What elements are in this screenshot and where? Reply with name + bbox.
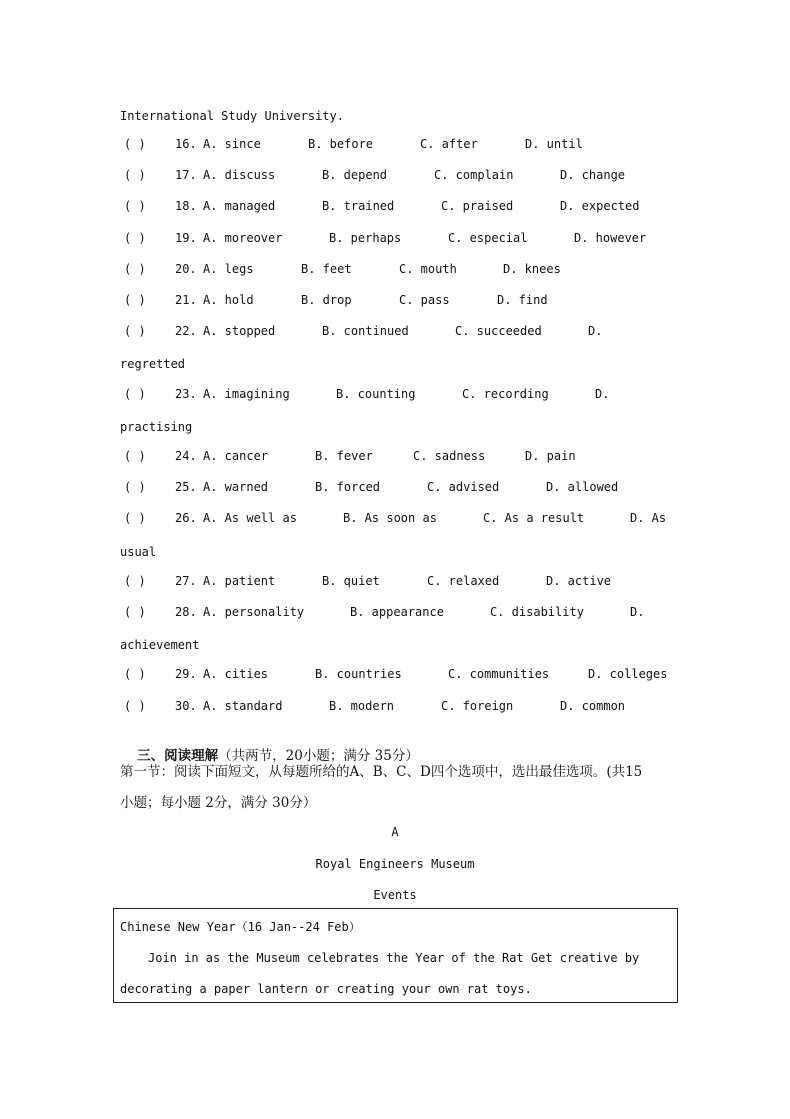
option-d: D. find xyxy=(497,293,548,307)
event-description-line2: decorating a paper lantern or creating your own rat toys. xyxy=(120,982,532,996)
option-d: D. common xyxy=(560,699,626,713)
option-c: C. disability xyxy=(490,605,584,619)
option-b: B. appearance xyxy=(350,605,444,619)
section-heading: 三、阅读理解 xyxy=(137,748,219,764)
option-a: A. personality xyxy=(203,605,305,619)
answer-blank: ( ) xyxy=(124,137,146,151)
option-d-continued: practising xyxy=(120,420,193,434)
option-c: C. pass xyxy=(399,293,450,307)
event-box xyxy=(113,908,678,1003)
passage-title: Royal Engineers Museum xyxy=(315,857,475,871)
option-d: D. As xyxy=(630,511,667,525)
option-d: D. expected xyxy=(560,199,640,213)
option-a: A. As well as xyxy=(203,511,297,525)
option-a: A. cities xyxy=(203,667,269,681)
passage-letter: A xyxy=(391,825,399,839)
answer-blank: ( ) xyxy=(124,449,146,463)
answer-blank: ( ) xyxy=(124,262,146,276)
option-d: D. colleges xyxy=(588,667,668,681)
question-number: 21. xyxy=(175,293,197,307)
question-number: 19. xyxy=(175,231,197,245)
answer-blank: ( ) xyxy=(124,511,146,525)
option-d: D. xyxy=(595,387,610,401)
option-b: B. drop xyxy=(301,293,352,307)
question-number: 23. xyxy=(175,387,197,401)
option-a: A. cancer xyxy=(203,449,269,463)
option-c: C. complain xyxy=(434,168,514,182)
option-c: C. communities xyxy=(448,667,550,681)
answer-blank: ( ) xyxy=(124,293,146,307)
question-number: 25. xyxy=(175,480,197,494)
option-a: A. managed xyxy=(203,199,276,213)
option-d: D. allowed xyxy=(546,480,619,494)
answer-blank: ( ) xyxy=(124,324,146,338)
option-b: B. fever xyxy=(315,449,373,463)
section-heading-note: （共两节，20小题；满分 35分） xyxy=(218,748,419,764)
answer-blank: ( ) xyxy=(124,231,146,245)
option-b: B. countries xyxy=(315,667,402,681)
question-number: 22. xyxy=(175,324,197,338)
option-a: A. legs xyxy=(203,262,254,276)
intro-line: International Study University. xyxy=(120,109,344,123)
option-b: B. quiet xyxy=(322,574,380,588)
answer-blank: ( ) xyxy=(124,387,146,401)
option-b: B. before xyxy=(308,137,374,151)
option-c: C. relaxed xyxy=(427,574,500,588)
option-c: C. mouth xyxy=(399,262,457,276)
option-b: B. As soon as xyxy=(343,511,437,525)
option-d: D. however xyxy=(574,231,647,245)
option-a: A. warned xyxy=(203,480,269,494)
question-number: 29. xyxy=(175,667,197,681)
option-b: B. counting xyxy=(336,387,416,401)
option-a: A. moreover xyxy=(203,231,283,245)
option-d: D. pain xyxy=(525,449,576,463)
option-c: C. foreign xyxy=(441,699,514,713)
option-a: A. hold xyxy=(203,293,254,307)
section1-instruction-cont: 小题；每小题 2分，满分 30分） xyxy=(120,795,317,811)
option-b: B. continued xyxy=(322,324,409,338)
option-c: C. praised xyxy=(441,199,514,213)
question-number: 20. xyxy=(175,262,197,276)
answer-blank: ( ) xyxy=(124,574,146,588)
option-c: C. advised xyxy=(427,480,500,494)
option-a: A. patient xyxy=(203,574,276,588)
option-a: A. stopped xyxy=(203,324,276,338)
question-number: 30. xyxy=(175,699,197,713)
option-b: B. forced xyxy=(315,480,381,494)
option-d: D. xyxy=(588,324,603,338)
option-d: D. change xyxy=(560,168,626,182)
option-d: D. xyxy=(630,605,645,619)
option-d: D. active xyxy=(546,574,612,588)
option-a: A. standard xyxy=(203,699,283,713)
option-c: C. especial xyxy=(448,231,528,245)
question-number: 24. xyxy=(175,449,197,463)
answer-blank: ( ) xyxy=(124,667,146,681)
answer-blank: ( ) xyxy=(124,480,146,494)
option-c: C. succeeded xyxy=(455,324,542,338)
option-b: B. perhaps xyxy=(329,231,402,245)
option-b: B. modern xyxy=(329,699,395,713)
option-a: A. since xyxy=(203,137,261,151)
option-d: D. knees xyxy=(503,262,561,276)
option-c: C. sadness xyxy=(413,449,486,463)
option-b: B. feet xyxy=(301,262,352,276)
question-number: 17. xyxy=(175,168,197,182)
option-d: D. until xyxy=(525,137,583,151)
passage-subtitle: Events xyxy=(373,888,417,902)
answer-blank: ( ) xyxy=(124,605,146,619)
answer-blank: ( ) xyxy=(124,168,146,182)
option-d-continued: usual xyxy=(120,545,157,559)
option-a: A. discuss xyxy=(203,168,276,182)
option-c: C. As a result xyxy=(483,511,585,525)
answer-blank: ( ) xyxy=(124,199,146,213)
option-a: A. imagining xyxy=(203,387,290,401)
option-b: B. trained xyxy=(322,199,395,213)
option-b: B. depend xyxy=(322,168,388,182)
answer-blank: ( ) xyxy=(124,699,146,713)
option-d-continued: achievement xyxy=(120,638,200,652)
question-number: 27. xyxy=(175,574,197,588)
question-number: 28. xyxy=(175,605,197,619)
event-description-line1: Join in as the Museum celebrates the Year of the Rat Get creative by xyxy=(148,951,640,965)
option-d-continued: regretted xyxy=(120,357,186,371)
option-c: C. after xyxy=(420,137,478,151)
question-number: 18. xyxy=(175,199,197,213)
question-number: 26. xyxy=(175,511,197,525)
question-number: 16. xyxy=(175,137,197,151)
option-c: C. recording xyxy=(462,387,549,401)
section1-instruction: 第一节：阅读下面短文，从每题所给的A、B、C、D四个选项中，选出最佳选项。(共15 xyxy=(120,764,643,780)
event-title: Chinese New Year（16 Jan--24 Feb） xyxy=(120,920,361,934)
